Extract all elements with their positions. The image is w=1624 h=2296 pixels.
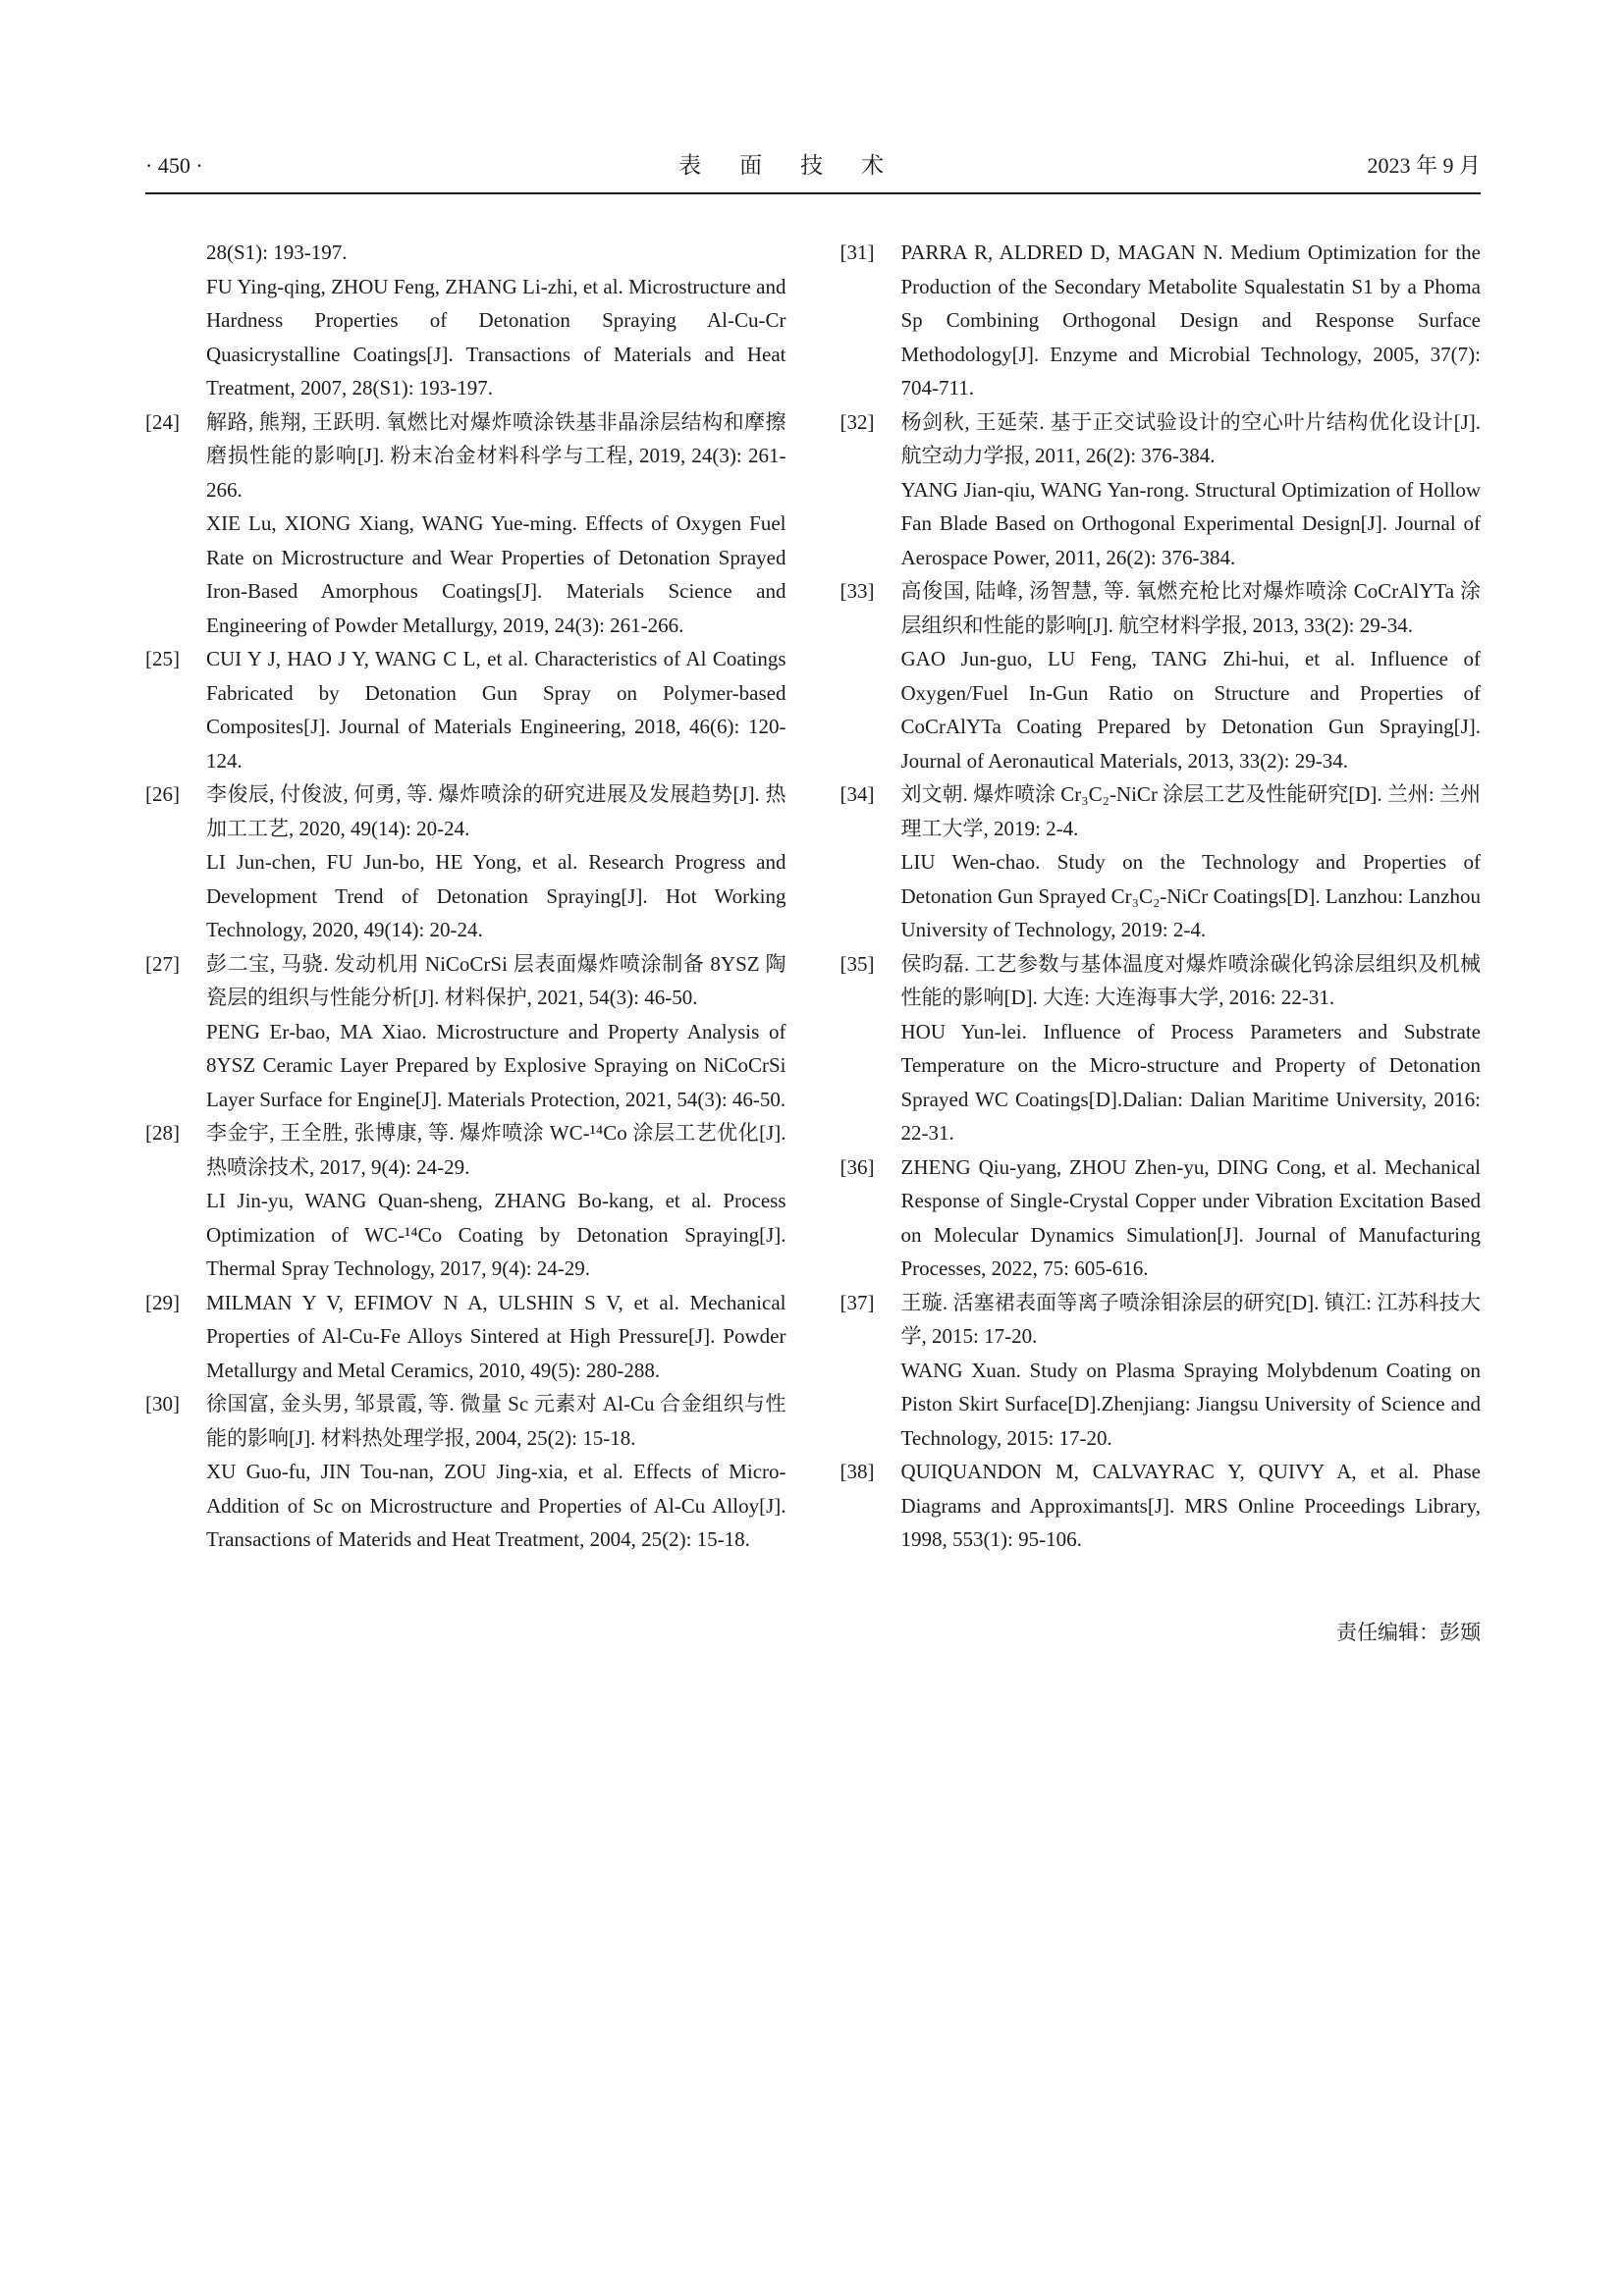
references-section [145,236,1481,1649]
page-header [145,147,1481,180]
reference-paragraph: 刘文朝. 爆炸喷涂 Cr₃C₂-NiCr 涂层工艺及性能研究[D]. 兰州: 兰州理工大学, 2019: 2-4. [900,782,1481,840]
reference-number: [35] [839,951,875,976]
reference-body [206,236,786,405]
reference-paragraph: PENG Er-bao, MA Xiao. Microstructure and Property Analysis of 8YSZ Ceramic Layer Prepared by Explosive Spraying on NiCoCrSi Layer Surface for Engine[J]. Materials Protection, 2021, 54(3): 46-50. [206,1019,786,1111]
issue-date: 2023 年 9 月 [1367,153,1481,178]
reference-paragraph: 李俊辰, 付俊波, 何勇, 等. 爆炸喷涂的研究进展及发展趋势[J]. 热加工工艺, 2020, 49(14): 20-24. [206,782,786,840]
reference-paragraph: 高俊国, 陆峰, 汤智慧, 等. 氧燃充枪比对爆炸喷涂 CoCrAlYTa 涂层组织和性能的影响[J]. 航空材料学报, 2013, 33(2): 29-34. [900,579,1481,637]
reference-paragraph: FU Ying-qing, ZHOU Feng, ZHANG Li-zhi, et al. Microstructure and Hardness Properties of Detonation Spraying Al-Cu-Cr Quasicrystalline Coatings[J]. Transactions of Materials and Heat Treatment, 2007, 28(S1): 193-197. [206,274,786,400]
reference-paragraph: 彭二宝, 马骁. 发动机用 NiCoCrSi 层表面爆炸喷涂制备 8YSZ 陶瓷层的组织与性能分析[J]. 材料保护, 2021, 54(3): 46-50. [206,951,786,1009]
reference-paragraph: WANG Xuan. Study on Plasma Spraying Molybdenum Coating on Piston Skirt Surface[D].Zhenjiang: Jiangsu University of Science and Technology, 2015: 17-20. [900,1358,1481,1450]
reference-item [840,236,1482,405]
reference-paragraph: 解路, 熊翔, 王跃明. 氧燃比对爆炸喷涂铁基非晶涂层结构和摩擦磨损性能的影响[J]. 粉末冶金材料科学与工程, 2019, 24(3): 261-266. [206,409,786,502]
reference-paragraph: 杨剑秋, 王延荣. 基于正交试验设计的空心叶片结构优化设计[J]. 航空动力学报, 2011, 26(2): 376-384. [900,409,1481,467]
reference-paragraph: MILMAN Y V, EFIMOV N A, ULSHIN S V, et al. Mechanical Properties of Al-Cu-Fe Alloys Sintered at High Pressure[J]. Powder Metallurgy and Metal Ceramics, 2010, 49(5): 280-288. [206,1290,786,1382]
reference-number: [28] [145,1121,180,1145]
reference-item [145,1116,786,1286]
reference-body [901,1150,1482,1286]
reference-item [840,405,1482,575]
references-column-right-wrap [840,236,1482,1649]
reference-item [145,1286,786,1388]
reference-paragraph: PARRA R, ALDRED D, MAGAN N. Medium Optimization for the Production of the Secondary Metabolite Squalestatin S1 by a Phoma Sp Combining Orthogonal Design and Response Surface Methodology[J]. Enzyme and Microbial Technology, 2005, 37(7): 704-711. [900,240,1481,400]
reference-paragraph: 侯昀磊. 工艺参数与基体温度对爆炸喷涂碳化钨涂层组织及机械性能的影响[D]. 大连: 大连海事大学, 2016: 22-31. [900,951,1481,1009]
reference-number: [30] [145,1392,180,1415]
reference-body [206,1116,786,1286]
reference-item [145,777,786,947]
reference-paragraph: CUI Y J, HAO J Y, WANG C L, et al. Characteristics of Al Coatings Fabricated by Detonation Gun Spray on Polymer-based Composites[J]. Journal of Materials Engineering, 2018, 46(6): 120-124. [206,647,786,773]
reference-paragraph: 李金宇, 王全胜, 张博康, 等. 爆炸喷涂 WC-¹⁴Co 涂层工艺优化[J]. 热喷涂技术, 2017, 9(4): 24-29. [206,1121,786,1179]
reference-item [840,1286,1482,1456]
reference-body [206,405,786,643]
reference-paragraph: XU Guo-fu, JIN Tou-nan, ZOU Jing-xia, et al. Effects of Micro-Addition of Sc on Microstructure and Properties of Al-Cu Alloy[J]. Transactions of Materids and Heat Treatment, 2004, 25(2): 15-18. [206,1460,786,1551]
reference-paragraph: LIU Wen-chao. Study on the Technology and Properties of Detonation Gun Sprayed Cr₃C₂-NiCr Coatings[D]. Lanzhou: Lanzhou University of Technology, 2019: 2-4. [900,850,1481,941]
reference-item [840,777,1482,947]
reference-number: [36] [839,1154,875,1179]
reference-paragraph: HOU Yun-lei. Influence of Process Parameters and Substrate Temperature on the Micro-structure and Property of Detonation Sprayed WC Coatings[D].Dalian: Dalian Maritime University, 2016: 22-31. [900,1019,1481,1145]
reference-number: [24] [145,409,180,434]
reference-item [145,642,786,777]
reference-number: [31] [839,240,875,264]
reference-item [840,947,1482,1150]
reference-number: [37] [839,1290,875,1314]
reference-item [840,574,1482,777]
reference-paragraph: 28(S1): 193-197. [206,240,348,264]
reference-body [901,947,1482,1150]
reference-paragraph: GAO Jun-guo, LU Feng, TANG Zhi-hui, et al. Influence of Oxygen/Fuel In-Gun Ratio on Structure and Properties of CoCrAlYTa Coating Prepared by Detonation Gun Spraying[J]. Journal of Aeronautical Materials, 2013, 33(2): 29-34. [900,647,1481,773]
reference-number: [29] [145,1290,180,1314]
reference-item [145,1387,786,1557]
reference-item [145,236,786,405]
reference-number [145,236,206,405]
reference-paragraph: ZHENG Qiu-yang, ZHOU Zhen-yu, DING Cong, et al. Mechanical Response of Single-Crystal Copper under Vibration Excitation Based on Molecular Dynamics Simulation[J]. Journal of Manufacturing Processes, 2022, 75: 605-616. [900,1154,1481,1280]
references-column-left [145,236,786,1649]
reference-body [206,642,786,777]
reference-number: [27] [145,951,180,976]
reference-body [901,405,1482,575]
header-rule [145,192,1481,194]
reference-body [206,1387,786,1557]
reference-paragraph: XIE Lu, XIONG Xiang, WANG Yue-ming. Effects of Oxygen Fuel Rate on Microstructure and Wear Properties of Detonation Sprayed Iron-Based Amorphous Coatings[J]. Materials Science and Engineering of Powder Metallurgy, 2019, 24(3): 261-266. [206,511,786,637]
reference-number: [26] [145,782,180,806]
reference-body [206,777,786,947]
reference-body [206,947,786,1117]
reference-number: [25] [145,647,180,670]
reference-paragraph: YANG Jian-qiu, WANG Yan-rong. Structural Optimization of Hollow Fan Blade Based on Orthogonal Experimental Design[J]. Journal of Aerospace Power, 2011, 26(2): 376-384. [900,477,1481,569]
reference-body [901,1286,1482,1456]
reference-paragraph: QUIQUANDON M, CALVAYRAC Y, QUIVY A, et al. Phase Diagrams and Approximants[J]. MRS Online Proceedings Library, 1998, 553(1): 95-106. [900,1460,1481,1551]
journal-title: 表 面 技 术 [678,153,893,178]
reference-item [840,1150,1482,1286]
reference-paragraph: LI Jun-chen, FU Jun-bo, HE Yong, et al. Research Progress and Development Trend of Detonation Spraying[J]. Hot Working Technology, 2020, 49(14): 20-24. [206,850,786,941]
reference-number: [38] [839,1460,875,1483]
reference-item [840,1455,1482,1557]
reference-body [901,1455,1482,1557]
responsible-editor: 责任编辑：彭颋 [1336,1620,1481,1644]
references-column-right [840,236,1482,1557]
reference-body [901,574,1482,777]
reference-number: [32] [839,409,875,434]
reference-paragraph: 王璇. 活塞裙表面等离子喷涂钼涂层的研究[D]. 镇江: 江苏科技大学, 2015: 17-20. [900,1290,1481,1348]
reference-paragraph: LI Jin-yu, WANG Quan-sheng, ZHANG Bo-kang, et al. Process Optimization of WC-¹⁴Co Coating by Detonation Spraying[J]. Thermal Spray Technology, 2017, 9(4): 24-29. [206,1189,786,1280]
reference-number: [33] [839,579,875,603]
reference-number: [34] [839,782,875,806]
reference-item [145,947,786,1117]
reference-item [145,405,786,643]
reference-body [901,236,1482,405]
reference-body [206,1286,786,1388]
reference-paragraph: 徐国富, 金头男, 邹景霞, 等. 微量 Sc 元素对 Al-Cu 合金组织与性能的影响[J]. 材料热处理学报, 2004, 25(2): 15-18. [206,1392,786,1450]
reference-body [901,777,1482,947]
page-number: · 450 · [145,153,203,178]
